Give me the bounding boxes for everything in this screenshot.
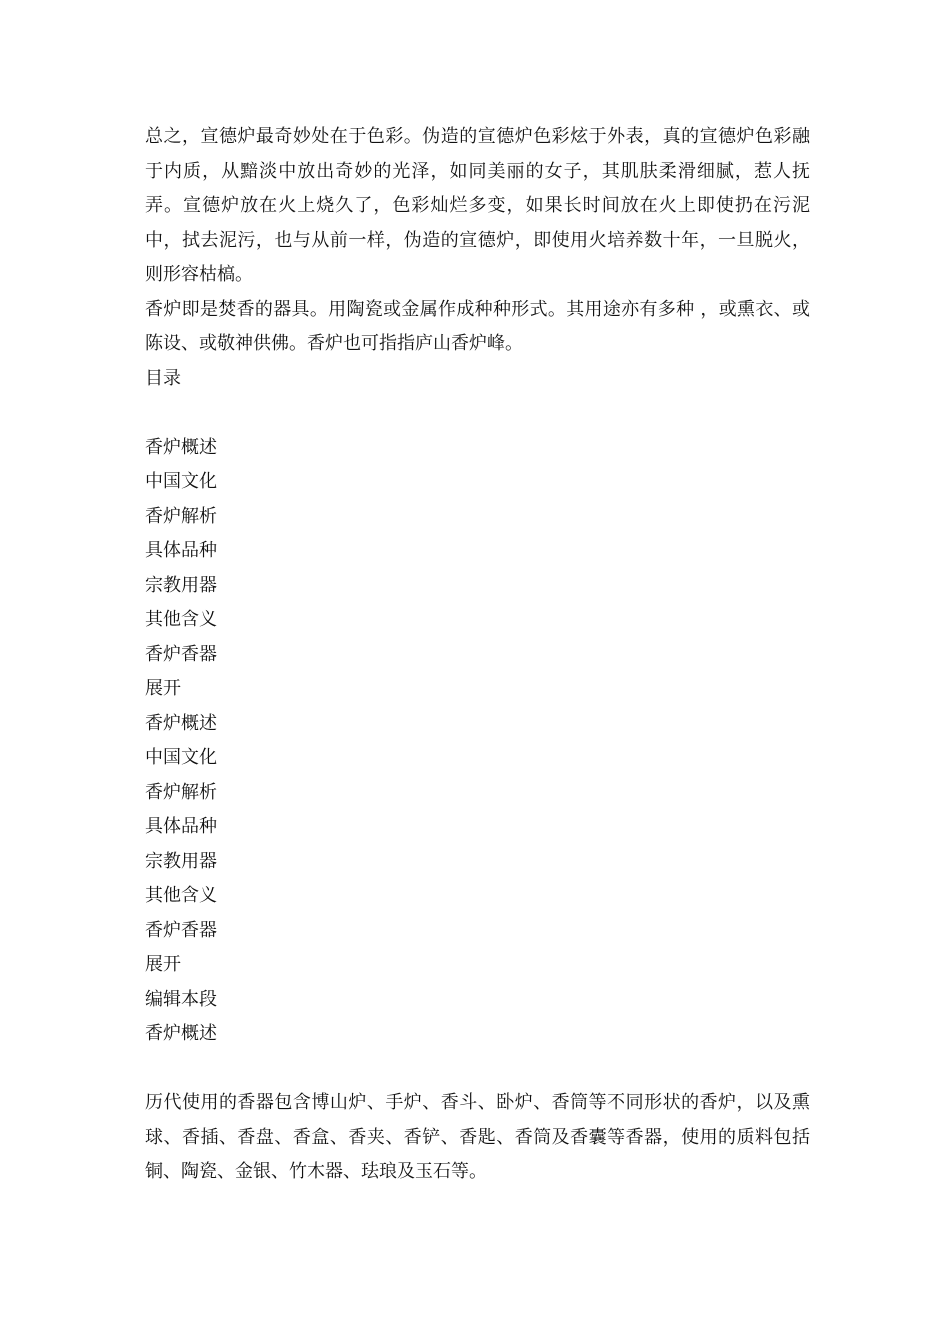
toc-item-varieties[interactable]: 具体品种 [145, 816, 217, 837]
toc-item-religious-use[interactable]: 宗教用器 [145, 850, 217, 872]
toc-item-chinese-culture[interactable]: 中国文化 [145, 471, 217, 492]
toc-item-varieties[interactable]: 具体品种 [145, 540, 217, 561]
toc-item-incense-utensils[interactable]: 香炉香器 [145, 643, 217, 665]
toc-expand-link[interactable]: 展开 [145, 678, 181, 699]
toc-item-other-meanings[interactable]: 其他含义 [145, 885, 217, 906]
toc-item-chinese-culture[interactable]: 中国文化 [145, 747, 217, 768]
section-spacer [145, 1052, 810, 1087]
toc-item-analysis[interactable]: 香炉解析 [145, 781, 217, 803]
toc-item-analysis[interactable]: 香炉解析 [145, 505, 217, 527]
toc-spacer [145, 396, 810, 431]
toc-item-overview[interactable]: 香炉概述 [145, 712, 217, 734]
section-title: 香炉概述 [145, 1023, 217, 1044]
document-page [145, 120, 810, 1190]
intro-paragraph-censer: 香炉即是焚香的器具。用陶瓷或金属作成种种形式。其用途亦有多种 ，或熏衣、或陈设、或敬神供佛。香炉也可指指庐山香炉峰。 [145, 298, 810, 354]
intro-paragraph-xuande: 总之，宣德炉最奇妙处在于色彩。伪造的宣德炉色彩炫于外表，真的宣德炉色彩融于内质，从黯淡中放出奇妙的光泽，如同美丽的女子，其肌肤柔滑细腻，惹人抚弄。宣德炉放在火上烧久了，色彩灿烂多变，如果长时间放在火上即使扔在污泥中，拭去泥污，也与从前一样，伪造的宣德炉，即使用火培养数十年，一旦脱火，则形容枯槁。 [145, 126, 810, 285]
toc-item-incense-utensils[interactable]: 香炉香器 [145, 919, 217, 941]
toc-list-secondary [145, 707, 810, 983]
toc-expand-link[interactable]: 展开 [145, 954, 181, 975]
edit-section-link[interactable]: 编辑本段 [145, 988, 217, 1010]
section-body-paragraph: 历代使用的香器包含博山炉、手炉、香斗、卧炉、香筒等不同形状的香炉，以及熏球、香插、香盘、香盒、香夹、香铲、香匙、香筒及香囊等香器，使用的质料包括铜、陶瓷、金银、竹木器、珐琅及玉石等。 [145, 1092, 810, 1182]
toc-item-other-meanings[interactable]: 其他含义 [145, 609, 217, 630]
toc-list-primary [145, 431, 810, 707]
toc-heading: 目录 [145, 367, 181, 389]
toc-item-religious-use[interactable]: 宗教用器 [145, 574, 217, 596]
toc-item-overview[interactable]: 香炉概述 [145, 436, 217, 458]
